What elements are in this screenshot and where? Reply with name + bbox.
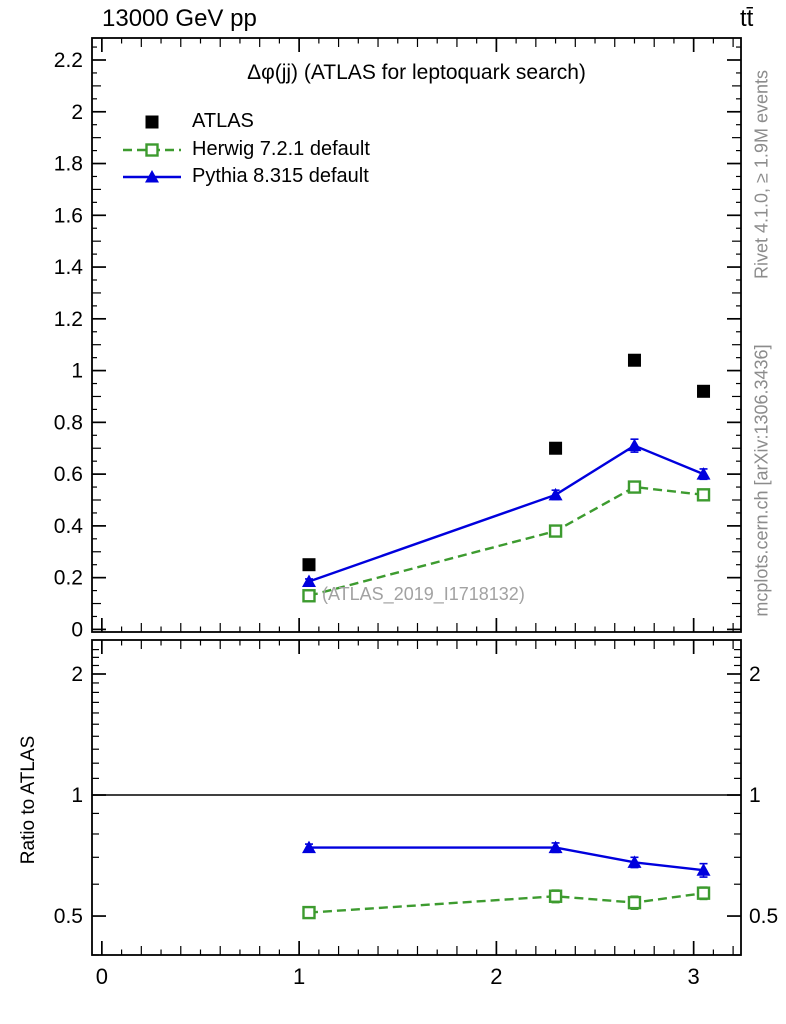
process-title: tt̄ (740, 5, 754, 32)
legend-label-pythia: Pythia 8.315 default (192, 165, 369, 187)
legend-markers (123, 116, 181, 183)
rivet-version-note: Rivet 4.1.0, ≥ 1.9M events (751, 70, 772, 279)
panel-frames (92, 38, 741, 955)
x-tick-labels (96, 964, 700, 989)
svg-text:2: 2 (490, 964, 503, 989)
svg-text:0.4: 0.4 (53, 514, 83, 538)
svg-text:2: 2 (71, 100, 83, 124)
svg-text:0.5: 0.5 (749, 905, 779, 929)
main-series-atlas (302, 354, 710, 571)
svg-text:3: 3 (687, 964, 700, 989)
ratio-axis-label: Ratio to ATLAS (18, 735, 39, 865)
svg-text:0: 0 (95, 964, 108, 989)
ratio-series-herwig (303, 887, 709, 918)
svg-text:1: 1 (749, 784, 761, 808)
svg-text:0: 0 (71, 618, 83, 642)
svg-text:0.5: 0.5 (53, 905, 83, 929)
axis-ticks (92, 38, 741, 955)
analysis-id-watermark: (ATLAS_2019_I1718132) (322, 584, 525, 604)
svg-text:1.2: 1.2 (53, 307, 83, 331)
observable-title: Δφ(jj) (ATLAS for leptoquark search) (247, 61, 586, 84)
legend-label-herwig: Herwig 7.2.1 default (192, 138, 370, 160)
svg-text:2: 2 (749, 663, 761, 687)
svg-text:0.6: 0.6 (53, 463, 83, 487)
svg-text:1.6: 1.6 (53, 204, 83, 228)
svg-text:0.2: 0.2 (53, 566, 83, 590)
mcplots-arxiv-note: mcplots.cern.ch [arXiv:1306.3436] (751, 344, 772, 617)
svg-text:1: 1 (293, 964, 306, 989)
ratio-series-pythia (302, 841, 711, 877)
svg-text:0.8: 0.8 (53, 411, 83, 435)
main-y-tick-labels (54, 49, 84, 641)
svg-text:2: 2 (71, 663, 83, 687)
svg-text:1.8: 1.8 (53, 152, 83, 176)
beam-energy-title: 13000 GeV pp (102, 5, 257, 32)
svg-text:1: 1 (71, 359, 83, 383)
svg-text:1.4: 1.4 (53, 256, 83, 280)
svg-text:2.2: 2.2 (53, 49, 83, 72)
svg-text:1: 1 (71, 784, 83, 808)
legend-label-atlas: ATLAS (192, 110, 254, 132)
main-series-pythia (302, 439, 711, 587)
